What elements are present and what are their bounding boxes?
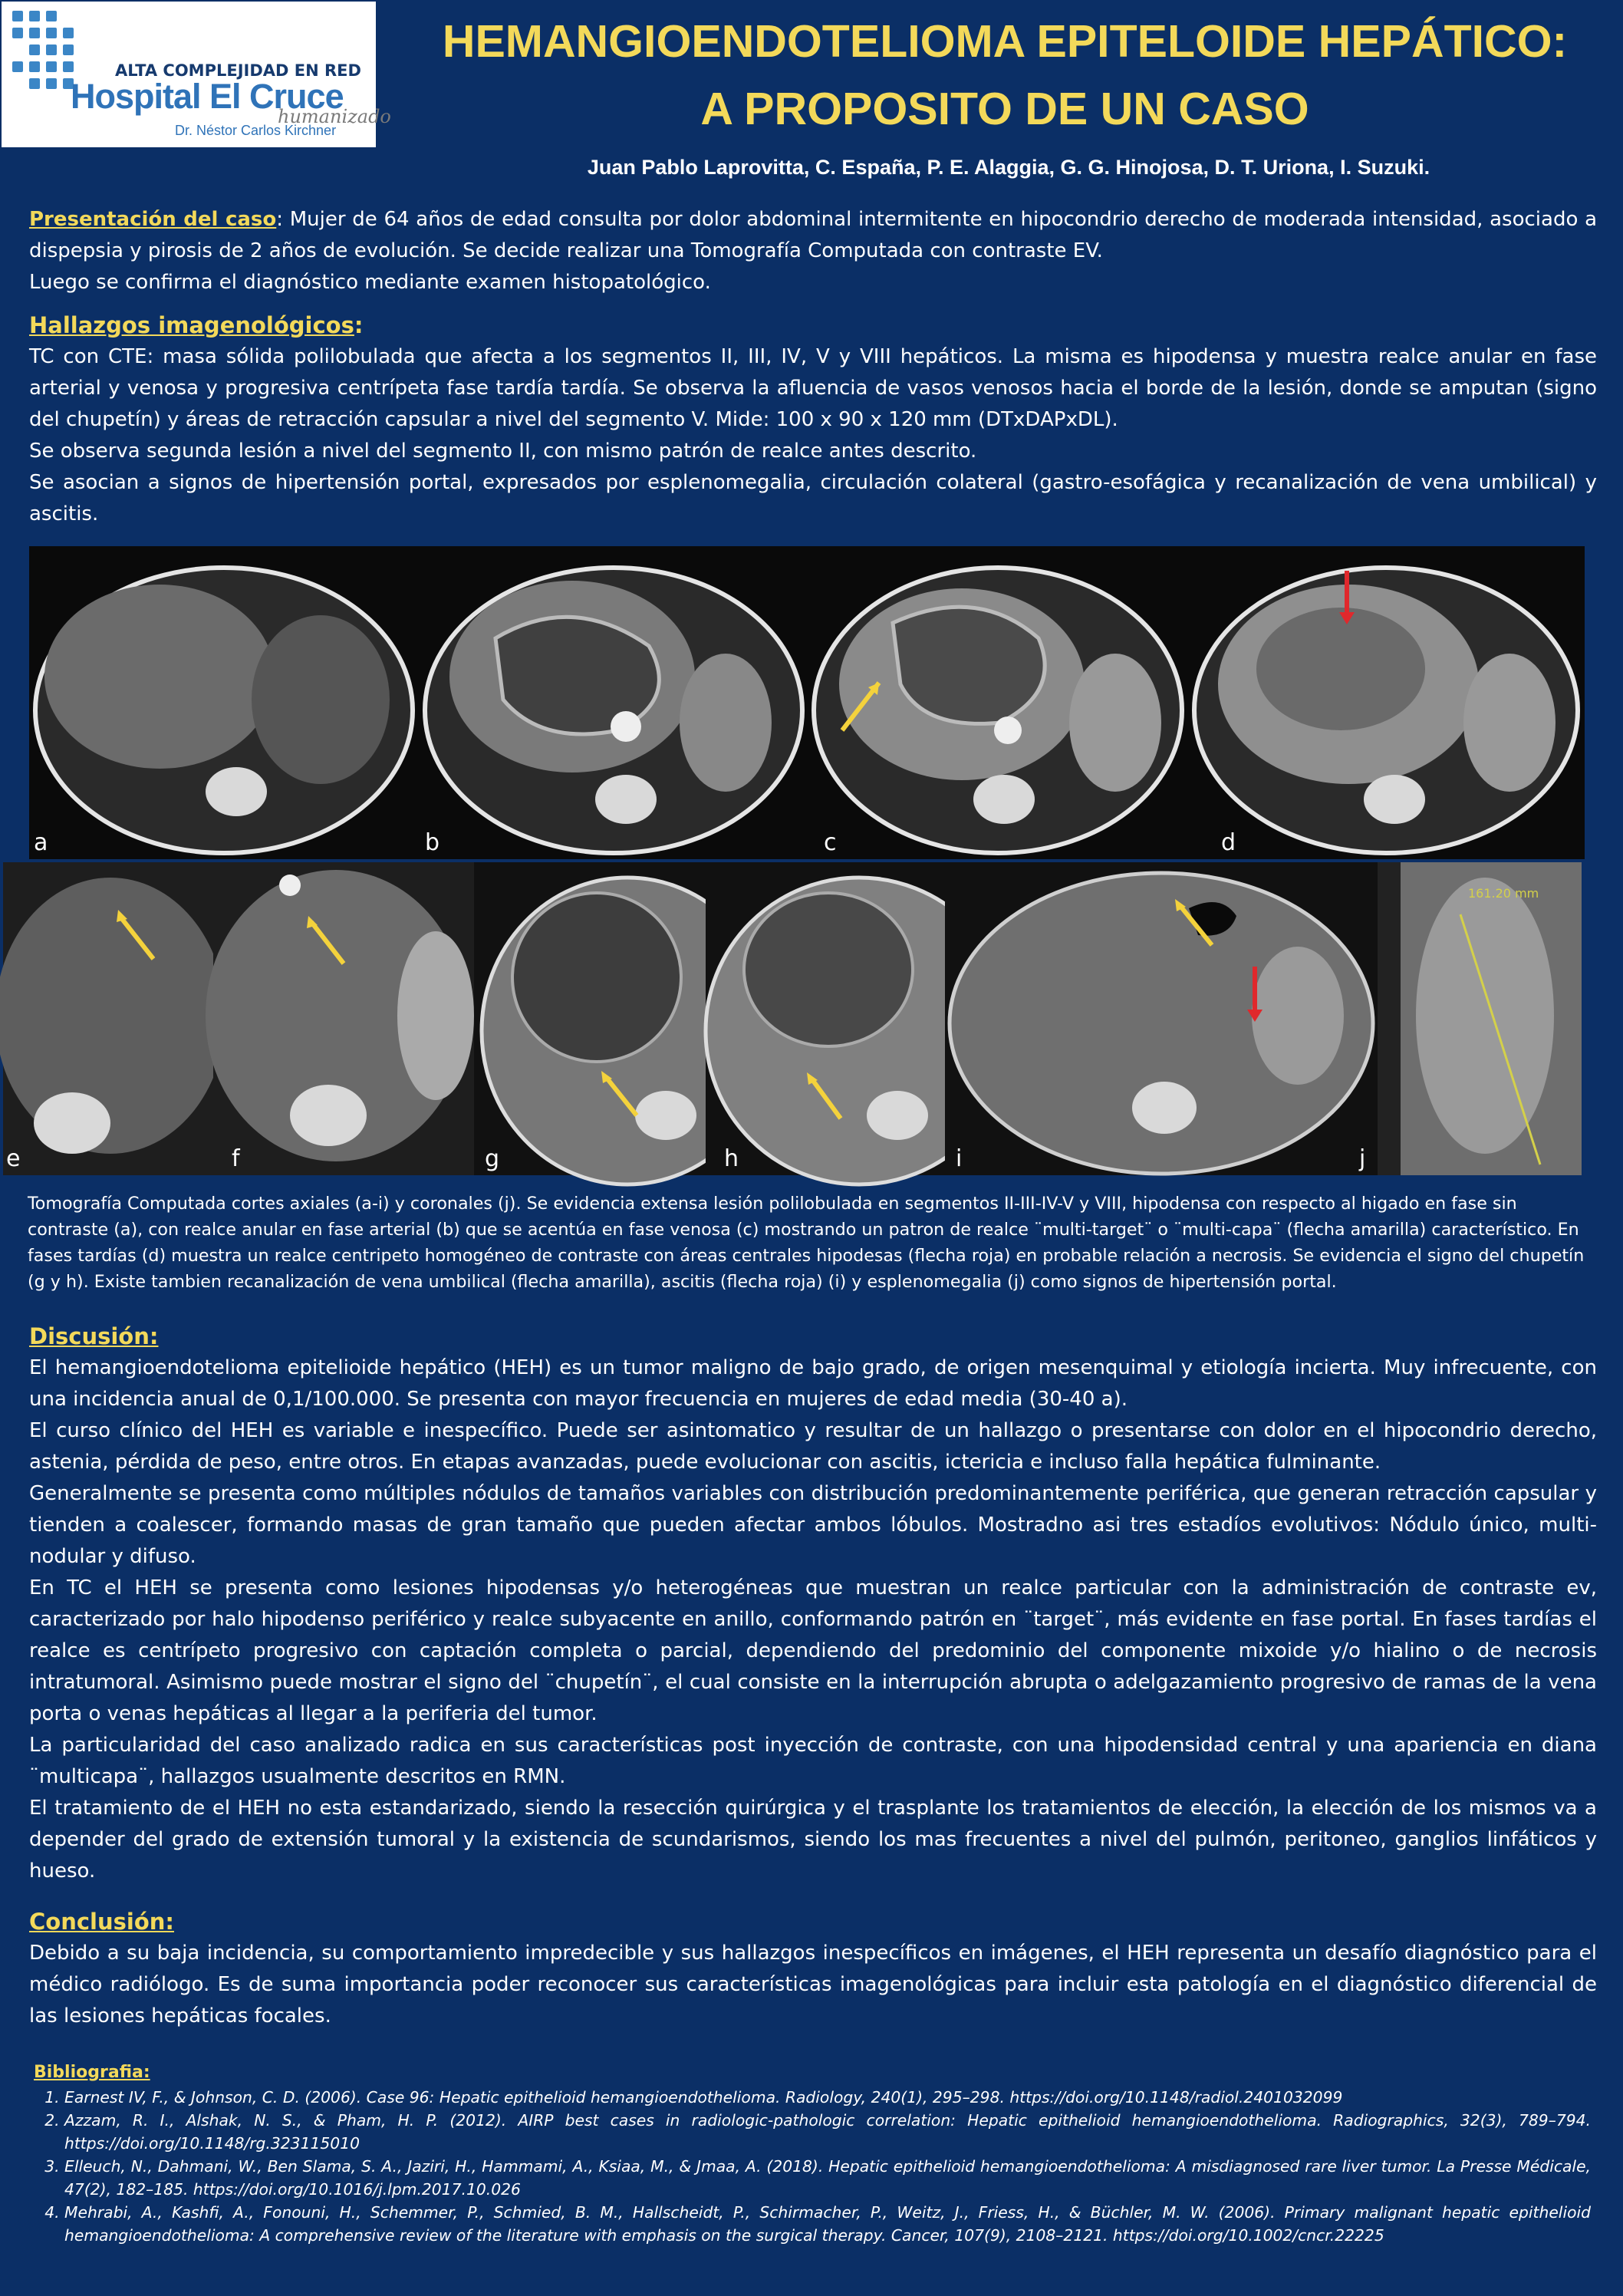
case-text: : Mujer de 64 años de edad consulta por dolor abdominal intermitente en hipocondrio derecho de moderada intensidad, asociado a dispepsia y pirosis de 2 años de evolución. Se decide realizar una Tomografía Computada con contraste EV. <box>29 208 1598 262</box>
case-text2: Luego se confirma el diagnóstico mediante examen histopatológico. <box>29 271 711 294</box>
discussion-p5: La particularidad del caso analizado radica en sus características post inyección de contraste, con una hipodensidad central y una apariencia en diana ¨multicapa¨, hallazgos usualmente descritos en RMN. <box>29 1734 1597 1788</box>
ct-image-e <box>3 862 213 1175</box>
image-label-d: d <box>1221 829 1236 856</box>
discussion-p2: El curso clínico del HEH es variable e inespecífico. Puede ser asintomatico y resultar de un hallazgo o presentarse con dolor en el hipocondrio derecho, astenia, pérdida de peso, entre otros. En etapas avanzadas, puede evolucionar con ascitis, ictericia e incluso falla hepática fulminante. <box>29 1419 1597 1474</box>
image-label-c: c <box>824 829 837 856</box>
discussion-section <box>29 1321 1597 1887</box>
findings-p2: Se observa segunda lesión a nivel del segmento II, con mismo patrón de realce antes descrito. <box>29 440 977 463</box>
bibliography-item: 1. Earnest IV, F., & Johnson, C. D. (2006). Case 96: Hepatic epithelioid hemangioendothelioma. Radiology, 240(1), 295–298. https://doi.org/10.1148/radiol.2401032099 <box>64 2086 1591 2109</box>
bibliography-item: 3. Elleuch, N., Dahmani, W., Ben Slama, S. A., Jaziri, H., Hammami, A., Ksiaa, M., & Jmaa, A. (2018). Hepatic epithelioid hemangioendothelioma: A misdiagnosed rare liver tumor. La Presse Médicale, 47(2), 182–185. https://doi.org/10.1016/j.lpm.2017.10.026 <box>64 2155 1591 2201</box>
discussion-p3: Generalmente se presenta como múltiples nódulos de tamaños variables con distribución predominantemente periférica, que generan retracción capsular y tienden a coalescer, formando masas de gran tamaño que pueden afectar ambos lóbulos. Mostradno asi tres estadíos evolutivos: Nódulo único, multi-nodular y difuso. <box>29 1482 1597 1568</box>
page-title-line2: A PROPOSITO DE UN CASO <box>700 84 1309 134</box>
findings-section: Hallazgos imagenológicos: TC con CTE: masa sólida polilobulada que afecta a los segmentos II, III, IV, V y VIII hepáticos. La misma es hipodensa y muestra realce anular en fase arterial y venosa y progresiva centrípeta fase tardía tardía. Se observa la afluencia de vasos venosos hacia el borde de la lesión, donde se amputan (signo del chupetín) y áreas de retracción capsular a nivel del segmento V. Mide: 100 x 90 x 120 mm (DTxDAPxDL). Se observa segunda lesión a nivel del segmento II, con mismo patrón de realce antes descrito. Se asocian a signos de hipertensión portal, expresados por esplenomegalia, circulación colateral (gastro-esofágica y recanalización de vena umbilical) y ascitis. <box>29 310 1597 530</box>
ct-image-j <box>1359 862 1582 1175</box>
discussion-p4: En TC el HEH se presenta como lesiones hipodensas y/o heterogéneas que muestran un realce particular con la administración de contraste ev, caracterizado por halo hipodenso periférico y realce subyacente en anillo, conformando patrón en ¨target¨, más evidente en fase portal. En fases tardías el realce es centrípeto progresivo con captación completa o parcial, dependiendo del predominio del componente mixoide y/o hialino o de necrosis intratumoral. Asimismo puede mostrar el signo del ¨chupetín¨, el cual consiste en la interrupción abrupta o adelgazamiento progresivo de ramas de la vena porta o venas hepáticas al llegar a la periferia del tumor. <box>29 1576 1597 1725</box>
image-label-i: i <box>956 1145 963 1172</box>
conclusion-heading: Conclusión: <box>29 1909 174 1935</box>
image-label-e: e <box>6 1145 21 1172</box>
conclusion-text: Debido a su baja incidencia, su comportamiento impredecible y sus hallazgos inespecíficos en imágenes, el HEH representa un desafío diagnóstico para el médico radiólogo. Es de suma importancia poder reconocer sus características imagenológicas para incluir esta patología en el diagnóstico diferencial de las lesiones hepáticas focales. <box>29 1942 1597 2028</box>
figure-caption: Tomografía Computada cortes axiales (a-i) y coronales (j). Se evidencia extensa lesión polilobulada en segmentos II-III-IV-V y VIII, hipodensa con respecto al higado en fase sin contraste (a), con realce anular en fase arterial (b) que se acentúa en fase venosa (c) mostrando un patron de realce ¨multi-target¨ o ¨multi-capa¨ (flecha amarilla) característico. En fases tardías (d) muestra un realce centripeto homogéneo de contraste con áreas centrales hipodesas (flecha roja) en probable relación a necrosis. Se evidencia el signo del chupetín (g y h). Existe tambien recanalización de vena umbilical (flecha amarilla), ascitis (flecha roja) (i) y esplenomegalia (j) como signos de hipertensión portal. <box>28 1194 1585 1292</box>
logo-doctor: Dr. Néstor Carlos Kirchner <box>175 123 337 138</box>
case-section <box>29 204 1597 298</box>
bibliography-item: 4. Mehrabi, A., Kashfi, A., Fonouni, H., Schemmer, P., Schmied, B. M., Hallscheidt, P., Schirmacher, P., Weitz, J., Friess, H., & Büchler, M. W. (2006). Primary malignant hepatic epithelioid hemangioendothelioma: A comprehensive review of the literature with emphasis on the surgical therapy. Cancer, 107(9), 2108–2121. https://doi.org/10.1002/cncr.22225 <box>64 2201 1591 2247</box>
findings-heading: Hallazgos imagenológicos <box>29 312 354 338</box>
findings-p1: TC con CTE: masa sólida polilobulada que afecta a los segmentos II, III, IV, V y VIII hepáticos. La misma es hipodensa y muestra realce anular en fase arterial y venosa y progresiva centrípeta fase tardía tardía. Se observa la afluencia de vasos venosos hacia el borde de la lesión, donde se amputan (signo del chupetín) y áreas de retracción capsular a nivel del segmento V. Mide: 100 x 90 x 120 mm (DTxDAPxDL). <box>29 345 1597 431</box>
findings-p3: Se asocian a signos de hipertensión portal, expresados por esplenomegalia, circulación colateral (gastro-esofágica y recanalización de vena umbilical) y ascitis. <box>29 471 1597 525</box>
ct-image-h <box>706 862 945 1175</box>
conclusion-section <box>29 1906 1597 2032</box>
ct-image-c <box>808 546 1187 859</box>
ct-image-b <box>419 546 808 859</box>
measure-label: 161.20 mm <box>1468 886 1539 901</box>
bibliography-section <box>34 2061 1591 2247</box>
bibliography-heading: Bibliografia: <box>34 2063 150 2082</box>
hospital-logo <box>2 2 391 147</box>
ct-image-i <box>945 862 1378 1175</box>
logo-grid-icon <box>12 11 69 95</box>
ct-image-a <box>29 546 419 859</box>
ct-image-g <box>474 862 706 1175</box>
discussion-heading: Discusión: <box>29 1323 159 1349</box>
image-label-h: h <box>724 1145 739 1172</box>
ct-image-d <box>1187 546 1585 859</box>
ct-image-f <box>213 862 474 1175</box>
case-heading: Presentación del caso <box>29 208 277 231</box>
image-label-b: b <box>425 829 440 856</box>
discussion-p6: El tratamiento de el HEH no esta estandarizado, siendo la resección quirúrgica y el trasplante los tratamientos de elección, la elección de los mismos va a depender del grado de extensión tumoral y la existencia de scundarismos, siendo los mas frecuentes a nivel del pulmón, peritoneo, ganglios linfáticos y hueso. <box>29 1797 1597 1883</box>
bibliography-item: 2. Azzam, R. I., Alshak, N. S., & Pham, H. P. (2012). AIRP best cases in radiologic-pathologic correlation: Hepatic epithelioid hemangioendothelioma. Radiographics, 32(3), 789–794. https://doi.org/10.1148/rg.323115010 <box>64 2109 1591 2155</box>
image-label-f: f <box>232 1145 240 1172</box>
authors: Juan Pablo Laprovitta, C. España, P. E. Alaggia, G. G. Hinojosa, D. T. Uriona, I. Suzuki. <box>587 156 1430 179</box>
discussion-p1: El hemangioendotelioma epitelioide hepático (HEH) es un tumor maligno de bajo grado, de origen mesenquimal y etiología incierta. Muy infrecuente, con una incidencia anual de 0,1/100.000. Se presenta con mayor frecuencia en mujeres de edad media (30-40 a). <box>29 1356 1597 1411</box>
image-label-a: a <box>34 829 48 856</box>
logo-tagline: ALTA COMPLEJIDAD EN RED <box>115 61 361 80</box>
logo-humanized: humanizado <box>278 106 391 127</box>
image-label-g: g <box>485 1145 500 1172</box>
page-title-line1: HEMANGIOENDOTELIOMA EPITELOIDE HEPÁTICO: <box>442 16 1568 67</box>
image-label-j: j <box>1359 1145 1366 1172</box>
logo-name: Hospital El Cruce <box>71 77 344 116</box>
